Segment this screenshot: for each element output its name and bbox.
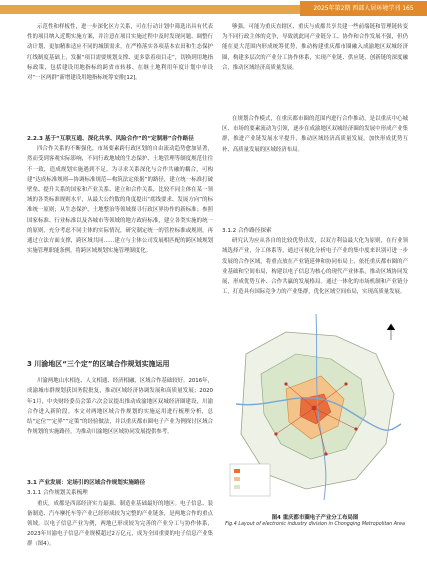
paragraph: 示范性和样板性，进一步深化区方关系，可在行动计划中筛选出具有代表性的项目纳入近期实施方案，并注意在项目实施过程中及时发现问题、调整行动计划，更加精准适应不同的城镇需求。在严格落实各项基本农田和生态保护红线制度基础上，发掘“项目需要规划支撑、更多靠着项目走”，切换到用地指标政策，包括建设用地指标的跨省市转移、在继土地利用年度计划中单设对“一区两群”新增建设用地指标统筹安排[12]。 (27, 24, 213, 82)
page-header (0, 0, 427, 15)
paragraph: 川渝两地山水相连、人文相通、经济相融，区域合作基础较好。2016年，成渝城市群规划获国务院批复，推动区域经济协调发展和高质量发展；2020年1月，中央财经委员会第六次会议提出推动成渝地区双城经济圈建设，川渝合作进入新阶段。本文对两地区域合作规划的实施运用进行梳理分析，总结“定位”“定界”“定策”的经验做法，并以重庆都市圈电子产业为例探讨区域合作规划的实施路径，为推动川渝地区区域协同发展提供参考。 (27, 378, 213, 436)
figure-map (226, 314, 404, 500)
header-journal-title: 2025年第2期 西部人居环境学刊 165 (300, 1, 427, 16)
figure-caption: 图4 重庆都市圈电子产业分工布局图 (271, 515, 359, 521)
subsection-heading: 3.1.2 合作路径探索 (222, 228, 272, 234)
subsection-heading: 3.1 产业发展：定场引的区域合作规划实施路径 (27, 480, 146, 487)
metropolitan-map-graphic (226, 314, 404, 500)
section-heading: 3 川渝地区“三个定”的区域合作规划实施运用 (27, 360, 170, 369)
paragraph: 重庆，成都是西部经济实力最强、制造业基础最好的地区。电子信息、装备制造、汽车摩托车等产业已经形成较为完整的产业链条，是两地合作的重点领域。以电子信息产业为例，两地已形成较为完善的产业分工与协作体系，2023年川渝电子信息产业规模超过2万亿元，成为全国重要的电子信息产业集群（图4）。 (27, 500, 213, 548)
header-bar (0, 5, 300, 14)
paragraph: 四合作关系的不断强化，市场要素跨行政区划的自由流动趋势愈加显著，然而受到客观实际影响，不同行政地域的生态保护、土地管理等制度规范往往不一致，造成规划实施遇到不足。为寻求关系深化与合作共融的耦合，可构建“达成标准规则—协调标准规范—构筑法定依据”的路径，建立统一标准打破壁垒、提升关系的国家和产业关系、建立和合作关系，比较不同主体在某一领域的各类标准规则水平，从最大公约数的角度提出“底线要求、发展方向”的标准统一原则；从生态保护，土地整治等领域探寻行政区界协作的新标准；参照国家标准、行业标准以及各城市等领域的地方政府标准，建立各类实施的统一的原则，充分考虑不同主体的实际情况，研究制定统一的管控标准或规则，再通过立法方面支撑，跨区域共同……建立与主体公司发展相匹配的跨区域规划实施管理职能条例，将跨区域规划实施管理制度化。 (27, 146, 213, 255)
paragraph: 研究认为应从各自的比较优势出发，以双方利益最大化为原则，在行业领域选择产业，分工体系等，通过可视化分析电子产业的集中度来识别可进一步发展的合作区域，将重点放在产业链延伸和协同布局上，依托重庆都市圈的产业基础和空间布局，构建以电子信息为核心的现代产业体系，推动区域协同发展，形成优势互补、合作共赢的发展格局。通过一体化的市场机制和产业链分工，打造具有国际竞争力的产业集群，优化区域空间布局，实现高质量发展。 (222, 238, 408, 296)
paragraph: 够强，可能为重庆直辖区、重庆与成都共享共建一些前端链和管理链转变为不同行政主体的竞争，导致就此同产业链分工、协作和合作发展不强，但仍能在更大范围内形成统筹优势，推动构建重庆都市圈融入成渝地区双城经济圈，构建多层次的产业分工协作体系，实现产业链、供应链、创新链的深度融合，推动区域经济高质量发展。 (222, 24, 408, 71)
subsection-heading: 3.1.1 合作规划关系梳理 (27, 490, 88, 497)
subsection-heading: 2.2.3 基于“互联互通、深化共享、风险合作”的“定制港”合作路径 (27, 136, 194, 142)
figure-caption-english: Fig.4 Layout of electronic industry division in Chongqing Metropolitan Area (225, 522, 405, 527)
paragraph: 在规划合作模式，在重庆都市圈的范围内进行合作推动，是以重庆中心城区、市场的要素流动为引领，逐步在成渝地区双城经济圈的发展中形成产业集群，推进产业链发展水平提升，推动区域经济高质量发展，加快形成优势互补、高质量发展的区域经济布局。 (222, 116, 408, 153)
right-column (222, 22, 408, 308)
left-column (27, 22, 213, 561)
